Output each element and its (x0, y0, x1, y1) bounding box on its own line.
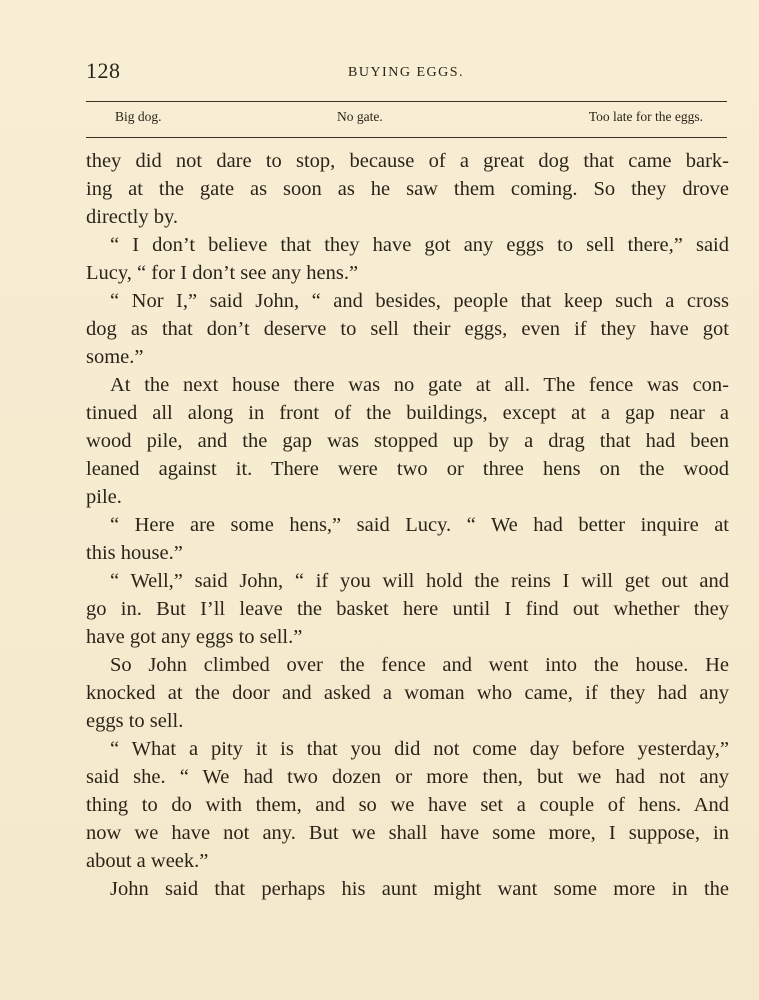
text-line: leaned against it. There were two or three hens on the wood (86, 458, 729, 480)
text-line: “ Nor I,” said John, “ and besides, people that keep such a cross (110, 290, 729, 312)
body-text (86, 147, 729, 903)
text-line: this house.” (86, 542, 183, 564)
text-line: ing at the gate as soon as he saw them coming. So they drove (86, 178, 729, 200)
text-line: tinued all along in front of the buildings, except at a gap near a (86, 402, 729, 424)
text-line: they did not dare to stop, because of a great dog that came bark- (86, 150, 729, 172)
page-header (86, 58, 726, 88)
text-line: have got any eggs to sell.” (86, 626, 303, 648)
text-line: “ I don’t believe that they have got any eggs to sell there,” said (110, 234, 729, 256)
text-line: So John climbed over the fence and went into the house. He (110, 654, 729, 676)
header-rule-top (86, 101, 727, 102)
text-line: go in. But I’ll leave the basket here until I find out whether they (86, 598, 729, 620)
text-line: “ Here are some hens,” said Lucy. “ We had better inquire at (110, 514, 729, 536)
running-title: BUYING EGGS. (348, 65, 464, 80)
text-line: eggs to sell. (86, 710, 184, 732)
subhead-no-gate: No gate. (337, 109, 383, 124)
text-line: directly by. (86, 206, 179, 228)
subhead-too-late: Too late for the eggs. (588, 109, 703, 124)
text-line: John said that perhaps his aunt might want some more in the (110, 878, 729, 900)
text-line: dog as that don’t deserve to sell their eggs, even if they have got (86, 318, 729, 340)
text-line: knocked at the door and asked a woman who came, if they had any (86, 682, 729, 704)
text-line: thing to do with them, and so we have set a couple of hens. And (86, 794, 729, 816)
text-line: some.” (86, 346, 144, 368)
section-subheads (86, 109, 727, 131)
text-line: At the next house there was no gate at all. The fence was con- (110, 374, 729, 396)
text-line: “ Well,” said John, “ if you will hold the reins I will get out and (110, 570, 729, 592)
text-line: said she. “ We had two dozen or more then, but we had not any (86, 766, 729, 788)
subhead-big-dog: Big dog. (115, 109, 162, 124)
text-line: pile. (86, 486, 122, 508)
header-rule-bottom (86, 137, 727, 138)
text-line: “ What a pity it is that you did not come day before yesterday,” (110, 738, 729, 760)
text-line: about a week.” (86, 850, 209, 872)
text-line: now we have not any. But we shall have some more, I suppose, in (86, 822, 729, 844)
text-line: Lucy, “ for I don’t see any hens.” (86, 262, 359, 284)
page-number: 128 (86, 58, 121, 83)
text-line: wood pile, and the gap was stopped up by a drag that had been (86, 430, 729, 452)
